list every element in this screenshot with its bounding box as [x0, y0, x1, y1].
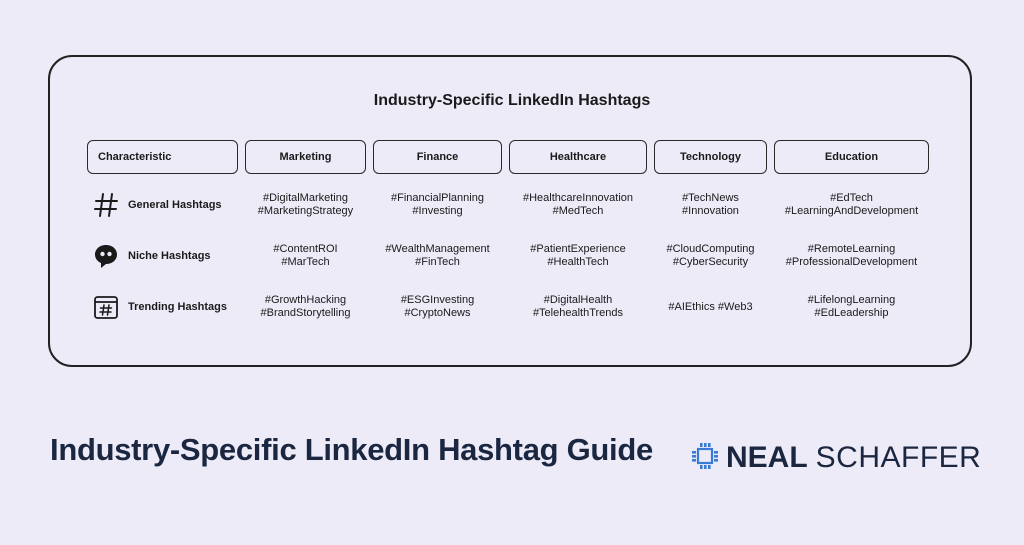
table-title: Industry-Specific LinkedIn Hashtags: [373, 92, 651, 109]
hashtag: #TechNews: [682, 192, 739, 204]
cell-niche-healthcare: [509, 241, 647, 271]
hashtag: #LifelongLearning: [807, 294, 896, 306]
hashtag: #EdLeadership: [814, 307, 889, 319]
hashtag: #MarTech: [281, 256, 330, 268]
cell-trending-technology: [654, 292, 767, 322]
row-label-niche: [92, 241, 211, 271]
hashtag: #WealthManagement: [385, 243, 490, 255]
hashtag: #ContentROI: [273, 243, 338, 255]
cell-trending-education: [774, 292, 929, 322]
hashtag: #HealthcareInnovation: [522, 192, 634, 204]
cell-general-technology: [654, 190, 767, 220]
cell-trending-finance: [373, 292, 502, 322]
header-finance: Finance: [373, 140, 502, 174]
hashtag: #ESGInvesting: [400, 294, 475, 306]
cell-general-marketing: [245, 190, 366, 220]
hashtag: #CloudComputing: [666, 243, 755, 255]
hashtag: #DigitalMarketing: [263, 192, 348, 204]
hashtag: #RemoteLearning: [807, 243, 896, 255]
hashtag: #TelehealthTrends: [532, 307, 624, 319]
header-education: Education: [774, 140, 929, 174]
cell-niche-marketing: [245, 241, 366, 271]
chip-icon: [690, 441, 720, 476]
header-marketing: Marketing: [245, 140, 366, 174]
hashtag: #GrowthHacking: [264, 294, 347, 306]
hashtag: #MedTech: [552, 205, 604, 217]
hashtag: #DigitalHealth: [543, 294, 613, 306]
header-technology: Technology: [654, 140, 767, 174]
hashtag: #CyberSecurity: [672, 256, 749, 268]
hashtag: #HealthTech: [547, 256, 609, 268]
hashtag: #Innovation: [682, 205, 739, 217]
row-label-text: Trending Hashtags: [128, 301, 228, 313]
hashtag: #LearningAndDevelopment: [784, 205, 919, 217]
hashtag: #EdTech: [830, 192, 873, 204]
hashtag: #AIEthics #Web3: [668, 300, 753, 313]
cell-general-finance: [373, 190, 502, 220]
hashtag: #FinTech: [415, 256, 460, 268]
hashtag: #Investing: [412, 205, 463, 217]
cell-niche-education: [774, 241, 929, 271]
brand-name-last: SCHAFFER: [815, 441, 982, 474]
header-characteristic: Characteristic: [87, 140, 238, 174]
hash-icon: [92, 191, 120, 219]
hashtag: #CryptoNews: [404, 307, 471, 319]
row-label-general: [92, 190, 222, 220]
cell-niche-finance: [373, 241, 502, 271]
hashtag: #FinancialPlanning: [391, 192, 484, 204]
hashtag: #BrandStorytelling: [260, 307, 351, 319]
cell-niche-technology: [654, 241, 767, 271]
header-healthcare: Healthcare: [509, 140, 647, 174]
hashtag: #MarketingStrategy: [257, 205, 354, 217]
chat-quote-icon: [92, 242, 120, 270]
guide-title: Industry-Specific LinkedIn Hashtag Guide: [50, 432, 653, 467]
row-label-trending: [92, 292, 227, 322]
cell-trending-marketing: [245, 292, 366, 322]
row-label-text: General Hashtags: [128, 199, 222, 211]
calendar-hash-icon: [92, 293, 120, 321]
hashtag: #ProfessionalDevelopment: [785, 256, 918, 268]
brand-name-first: NEAL: [726, 441, 808, 474]
cell-general-healthcare: [509, 190, 647, 220]
cell-trending-healthcare: [509, 292, 647, 322]
cell-general-education: [774, 190, 929, 220]
row-label-text: Niche Hashtags: [128, 250, 211, 262]
brand-logo: [690, 440, 981, 476]
hashtag: #PatientExperience: [530, 243, 626, 255]
